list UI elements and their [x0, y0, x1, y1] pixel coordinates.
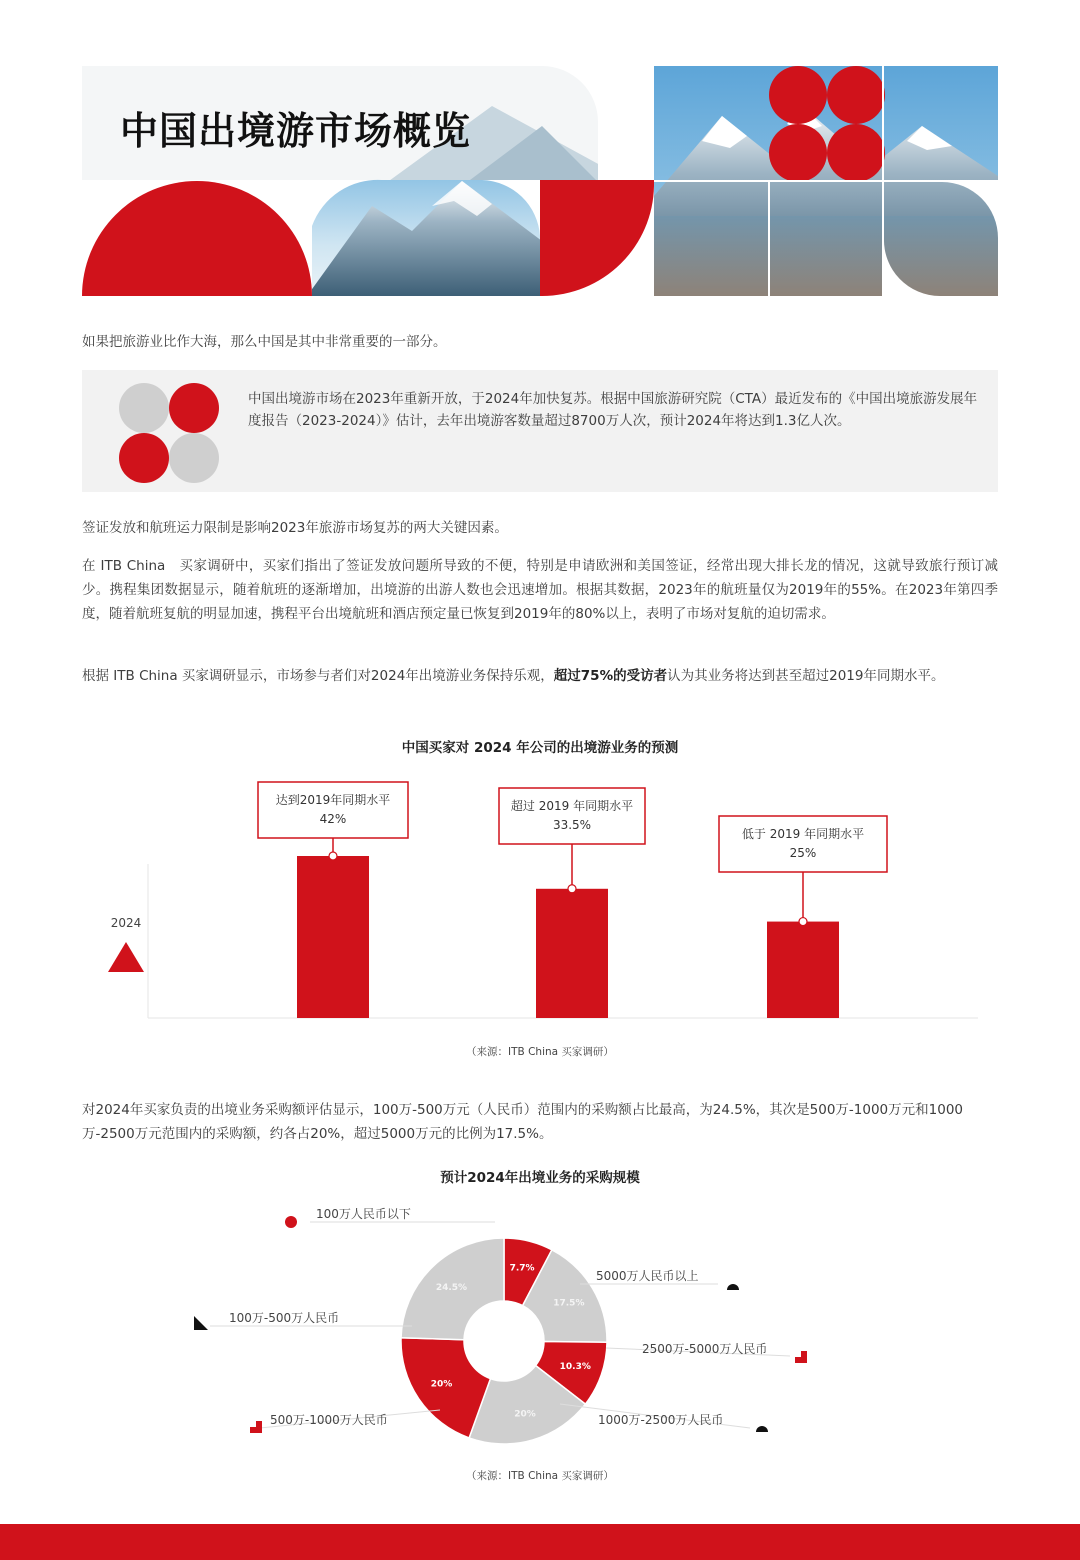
donut-legend-marker [194, 1316, 208, 1330]
bar-category-label: 达到2019年同期水平 [275, 793, 391, 807]
bar-callout-box [499, 788, 645, 844]
highlight-box-text: 中国出境游市场在2023年重新开放，于2024年加快复苏。根据中国旅游研究院（CTA）最近发布的《中国出境旅游发展年度报告（2023-2024）》估计，去年出境游客数量超过8700万人次，预计2024年将达到1.3亿人次。 [248, 391, 978, 429]
donut-legend-label: 500万-1000万人民币 [270, 1413, 388, 1427]
bar-category-label: 低于 2019 年同期水平 [741, 827, 865, 841]
donut-legend-label: 100万人民币以下 [316, 1207, 411, 1221]
paragraph-visa-flights: 在 ITB China 买家调研中，买家们指出了签证发放问题所导致的不便，特别是申请欧洲和美国签证，经常出现大排长龙的情况，这就导致旅行预订减少。携程集团数据显示，随着航班的逐渐增加，出境游的出游人数也会迅速增加。根据其数据，2023年的航班量仅为2019年的55%。在2023年第四季度，随着航班复航的明显加速，携程平台出境航班和酒店预定量已恢复到2019年的80%以上，表明了市场对复航的迫切需求。 [82, 558, 998, 622]
donut-slice-label: 7.7% [509, 1263, 535, 1274]
paragraph-optimism [82, 664, 998, 688]
donut-slice-label: 17.5% [553, 1298, 585, 1309]
bar-callout-dot [329, 852, 337, 860]
donut-chart [0, 1190, 1080, 1460]
optimism-text-after: 认为其业务将达到甚至超过2019年同期水平。 [667, 668, 945, 684]
donut-legend-label: 5000万人民币以上 [596, 1269, 699, 1283]
footer-bar [0, 1524, 1080, 1560]
bar-legend-label: 2024 [110, 916, 142, 930]
intro-paragraph: 如果把旅游业比作大海，那么中国是其中非常重要的一部分。 [82, 334, 447, 350]
bar [297, 856, 369, 1018]
optimism-highlight: 超过75%的受访者 [553, 668, 668, 684]
page-title: 中国出境游市场概览 [120, 109, 472, 153]
donut-slice-label: 24.5% [435, 1282, 468, 1293]
donut-slice-label: 20% [430, 1379, 453, 1390]
bar-chart-title: 中国买家对 2024 年公司的出境游业务的预测 [401, 740, 679, 756]
bar-chart [0, 760, 1080, 1040]
donut-legend-marker [285, 1216, 297, 1228]
bar-callout-box [258, 782, 408, 838]
bar-value-label: 33.5% [552, 818, 592, 832]
bar-category-label: 超过 2019 年同期水平 [510, 799, 634, 813]
bar-value-label: 42% [319, 812, 347, 826]
donut-chart-title: 预计2024年出境业务的采购规模 [440, 1170, 640, 1186]
bar-value-label: 25% [789, 846, 817, 860]
bar [767, 922, 839, 1018]
donut-slice-label: 10.3% [559, 1361, 591, 1372]
donut-legend-label: 2500万-5000万人民币 [642, 1342, 768, 1356]
bar-legend-marker [108, 942, 144, 972]
paragraph-purchase: 对2024年买家负责的出境业务采购额评估显示，100万-500万元（人民币）范围内的采购额占比最高，为24.5%，其次是500万-1000万元和1000万-2500万元范围内的采购额，约各占20%，超过5000万元的比例为17.5%。 [82, 1102, 963, 1142]
bar-callout-dot [568, 885, 576, 893]
bar-chart-source: （来源：ITB China 买家调研） [466, 1046, 614, 1058]
bar-callout-box [719, 816, 887, 872]
donut-legend-label: 100万-500万人民币 [229, 1311, 340, 1325]
donut-legend-marker [756, 1426, 768, 1432]
paragraph-key-factors: 签证发放和航班运力限制是影响2023年旅游市场复苏的两大关键因素。 [82, 520, 508, 536]
bar-callout-dot [799, 918, 807, 926]
donut-slice-label: 20% [514, 1409, 536, 1420]
donut-legend-marker [727, 1284, 739, 1290]
donut-legend-label: 1000万-2500万人民币 [598, 1413, 724, 1427]
optimism-text-before: 根据 ITB China 买家调研显示，市场参与者们对2024年出境游业务保持乐观， [82, 668, 554, 684]
bar [536, 889, 608, 1018]
donut-chart-source: （来源：ITB China 买家调研） [466, 1470, 614, 1482]
donut-legend-marker [795, 1351, 807, 1363]
four-dots-icon [118, 382, 222, 486]
donut-legend-marker [250, 1421, 262, 1433]
